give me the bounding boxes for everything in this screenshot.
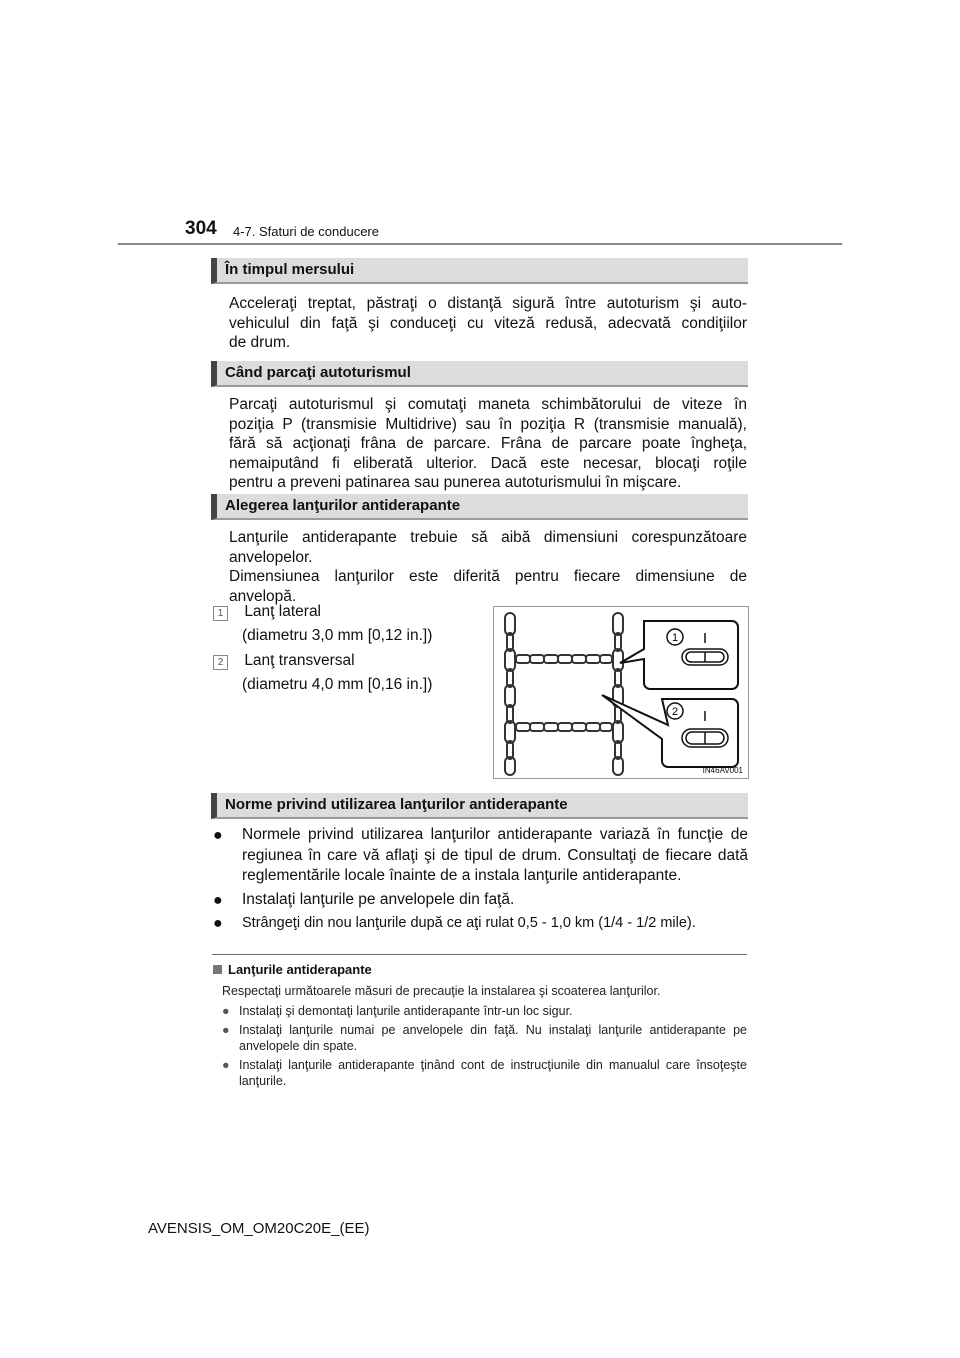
side-chain-right [613,613,623,775]
callout-2-label: 2 [671,706,679,718]
cross-chain-top [516,655,612,663]
section-heading-driving: În timpul mersului [211,258,748,284]
bullet-icon: ● [213,891,223,909]
section-text-parking: Parcaţi autoturismul şi comutaţi maneta schimbătorului de viteze în poziţia P (transmisie Multidrive) sau în poziţia R (transmisie manuală), fără să acţionaţi frâna de parcare. Frâna de parcare poate îngheţa, nemaiputând fi eliberată ulterior. Dacă este necesar, blocaţi roţile pentru a preveni patinarea sau punerea autoturismului în mişcare. [229,396,747,491]
chain-item-label: Lanţ lateral [244,603,322,620]
notes-divider [212,954,747,955]
bullet-icon: ● [213,915,223,932]
list-item: ● Normele privind utilizarea lanţurilor antiderapante variază în funcţie de regiunea în care vă aflaţi şi de tipul de drum. Consultaţi de fiecare dată reglementările locale înainte de a instala lanţurile antiderapante. [213,826,748,884]
chain-item-cross [213,650,432,695]
section-heading-chain-selection: Alegerea lanţurilor antiderapante [211,494,748,520]
snow-chain-figure [493,606,749,779]
chain-item-detail: (diametru 3,0 mm [0,12 in.]) [242,627,433,644]
chapter-title: 4-7. Sfaturi de conducere [233,224,379,239]
chain-rules-list [213,825,748,934]
chain-item-side [213,601,432,646]
chain-item-detail: (diametru 4,0 mm [0,16 in.]) [242,676,433,693]
list-item: ● Instalaţi lanţurile numai pe anvelopele din faţă. Nu instalaţi lanţurile antiderapante pe anvelopele din spate. [222,1023,747,1053]
section-heading-chain-rules: Norme privind utilizarea lanţurilor antiderapante [211,793,748,819]
bullet-icon: ● [222,1058,230,1072]
footer-doc-id: AVENSIS_OM_OM20C20E_(EE) [148,1220,370,1237]
square-bullet-icon [213,965,222,974]
bullet-icon: ● [222,1003,230,1018]
section-text-chain-selection: Lanţurile antiderapante trebuie să aibă dimensiuni corespunzătoare anvelopelor. Dimensiunea lanţurilor este diferită pentru fiecare dimensiune de anvelopă. [229,529,747,605]
note-intro: Respectaţi următoarele măsuri de precauţie la instalarea şi scoaterea lanţurilor. [222,984,661,998]
callout-1-label: 1 [671,632,679,644]
list-item: ● Instalaţi lanţurile antiderapante ţinând cont de instrucţiunile din manualul care însoţeşte lanţurile. [222,1058,747,1088]
list-item: ● Instalaţi lanţurile pe anvelopele din faţă. [213,890,748,911]
page-number: 304 [185,218,217,239]
item-number-badge: 2 [213,655,228,670]
note-body [222,984,747,1089]
list-item: ● Instalaţi şi demontaţi lanţurile antiderapante într-un loc sigur. [222,1003,573,1018]
section-text-driving: Acceleraţi treptat, păstraţi o distanţă sigură între autoturism şi auto- vehiculul din faţă şi conduceţi cu viteză redusă, adecvată condiţiilor de drum. [229,295,747,351]
header-rule [118,243,842,245]
side-chain-left [505,613,515,775]
section-heading-parking: Când parcaţi autoturismul [211,361,748,387]
item-number-badge: 1 [213,606,228,621]
figure-id: IN46AV001 [702,766,743,775]
note-heading: Lanţurile antiderapante [213,962,372,977]
snow-chain-illustration [494,607,748,778]
list-item: ● Strângeţi din nou lanţurile după ce aţi rulat 0,5 - 1,0 km (1/4 - 1/2 mile). [213,913,748,934]
bullet-icon: ● [222,1023,230,1037]
bullet-icon: ● [213,827,223,844]
cross-chain-bottom [516,723,612,731]
chain-item-label: Lanţ transversal [244,652,355,669]
